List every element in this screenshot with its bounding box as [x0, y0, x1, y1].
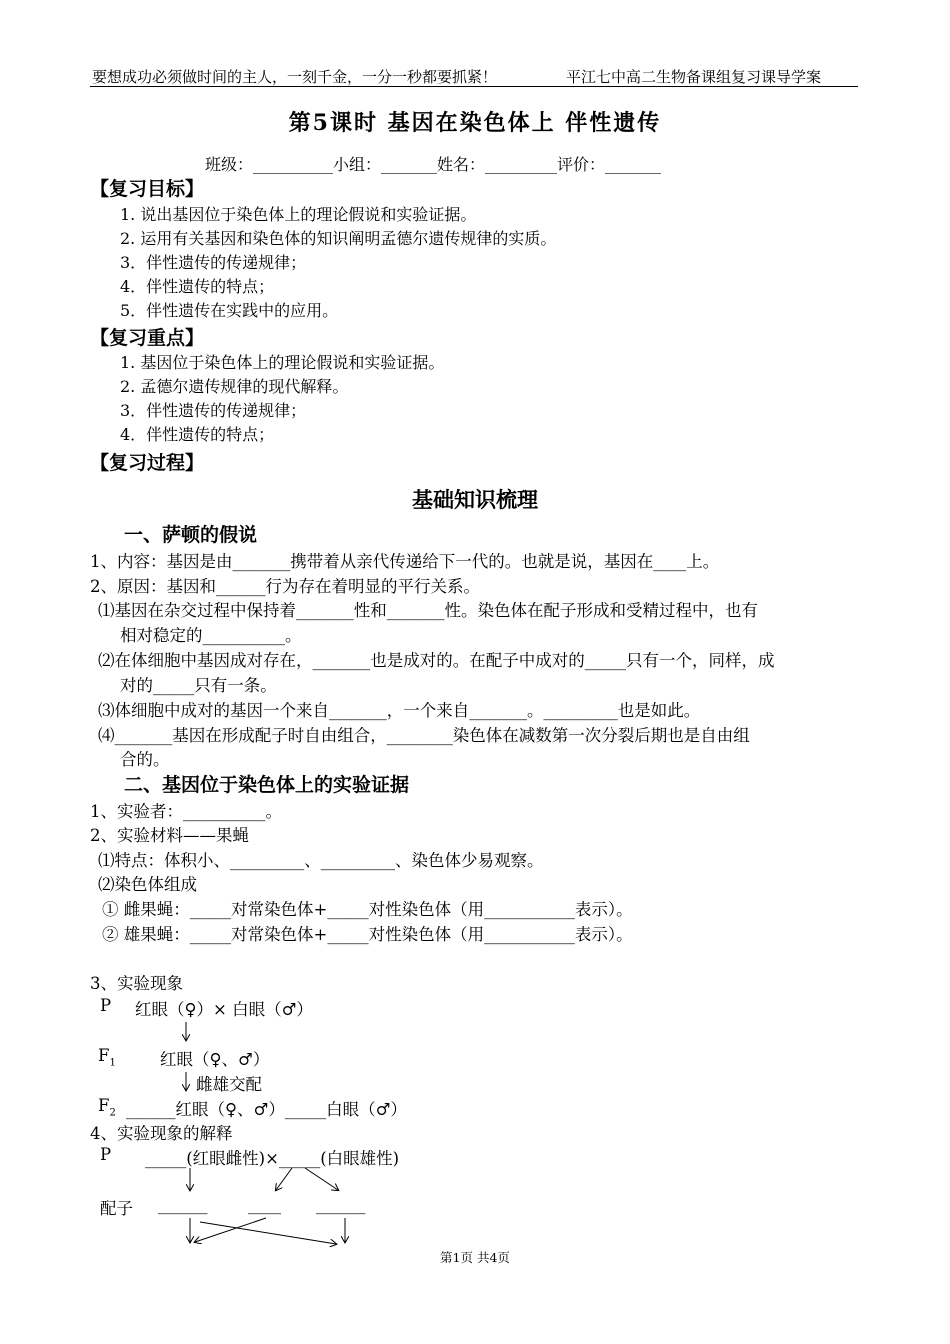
part3-heading: 3、实验现象	[90, 974, 183, 993]
gamete-blank: ____	[248, 1195, 281, 1214]
part1-heading: 一、萨顿的假说	[124, 524, 258, 546]
goal-item: 4．伴性遗传的特点；	[120, 277, 275, 296]
page-footer: 第1页 共4页	[440, 1250, 510, 1265]
header-school: 平江七中高二生物备课组复习课导学案	[566, 68, 822, 86]
f1-label: $F_1$	[98, 1046, 116, 1069]
goals-heading: 【复习目标】	[90, 178, 205, 200]
f2-label: $F_2$	[98, 1096, 116, 1119]
cross-label: 雌雄交配	[196, 1075, 262, 1094]
p-cross: _____(红眼雌性)×_____(白眼雄性)	[145, 1149, 400, 1168]
part2-line: 1、实验者：__________。	[90, 802, 282, 821]
arrow	[305, 1168, 338, 1190]
page-title: 第5课时 基因在染色体上 伴性遗传	[288, 110, 662, 136]
part2-line: ⑵染色体组成	[98, 875, 197, 894]
part1-line: 合的。	[120, 750, 170, 769]
part4-heading: 4、实验现象的解释	[90, 1124, 233, 1143]
p-generation-label: P	[100, 996, 112, 1015]
arrow	[195, 1218, 266, 1242]
part1-line: 1、内容：基因是由_______携带着从亲代传递给下一代的。也就是说，基因在____上。	[90, 552, 720, 571]
process-heading: 【复习过程】	[90, 452, 205, 474]
arrow	[276, 1168, 292, 1190]
p-label: P	[100, 1145, 112, 1164]
p-generation-cross: 红眼（♀）× 白眼（♂）	[135, 1000, 313, 1019]
part1-line: 2、原因：基因和______行为存在着明显的平行关系。	[90, 577, 480, 596]
part2-heading: 二、基因位于染色体上的实验证据	[124, 774, 410, 796]
goal-item: 3．伴性遗传的传递规律；	[120, 253, 307, 272]
part1-line: ⑵在体细胞中基因成对存在，_______也是成对的。在配子中成对的_____只有一个，同样，成	[98, 651, 775, 670]
student-info-line: 班级：__________小组：_______姓名：_________评价：_______	[205, 155, 662, 174]
section-title: 基础知识梳理	[412, 488, 538, 512]
part1-line: ⑴基因在杂交过程中保持着_______性和_______性。染色体在配子形成和受精过程中，也有	[98, 601, 758, 620]
part1-line: 对的_____只有一条。	[120, 676, 277, 695]
gamete-blank: ______	[158, 1195, 208, 1214]
f2-result: ______红眼（♀、♂）_____白眼（♂）	[126, 1100, 407, 1119]
focus-item: 3．伴性遗传的传递规律；	[120, 401, 307, 420]
part1-line: 相对稳定的__________。	[120, 626, 302, 645]
header-motto: 要想成功必须做时间的主人，一刻千金，一分一秒都要抓紧！	[92, 68, 498, 86]
goal-item: 5．伴性遗传在实践中的应用。	[120, 301, 339, 320]
part2-line: ① 雌果蝇：_____对常染色体+_____对性染色体（用___________表示）。	[102, 900, 633, 919]
goal-item: 1. 说出基因位于染色体上的理论假说和实验证据。	[120, 205, 477, 224]
focus-item: 1. 基因位于染色体上的理论假说和实验证据。	[120, 353, 445, 372]
f1-result: 红眼（♀、♂）	[160, 1050, 270, 1069]
part2-line: ⑴特点：体积小、_________、_________、染色体少易观察。	[98, 851, 544, 870]
focus-heading: 【复习重点】	[90, 327, 205, 349]
part2-line: ② 雄果蝇：_____对常染色体+_____对性染色体（用___________表示）。	[102, 925, 633, 944]
part1-line: ⑶体细胞中成对的基因一个来自_______，一个来自_______。_________也是如此。	[98, 701, 701, 720]
part2-line: 2、实验材料——果蝇	[90, 826, 249, 845]
part1-line: ⑷_______基因在形成配子时自由组合，________染色体在减数第一次分裂后期也是自由组	[98, 726, 750, 745]
gamete-blank: ______	[316, 1195, 366, 1214]
gamete-label: 配子	[100, 1199, 133, 1218]
focus-item: 4．伴性遗传的特点；	[120, 425, 275, 444]
focus-item: 2. 孟德尔遗传规律的现代解释。	[120, 377, 349, 396]
goal-item: 2. 运用有关基因和染色体的知识阐明孟德尔遗传规律的实质。	[120, 229, 557, 248]
